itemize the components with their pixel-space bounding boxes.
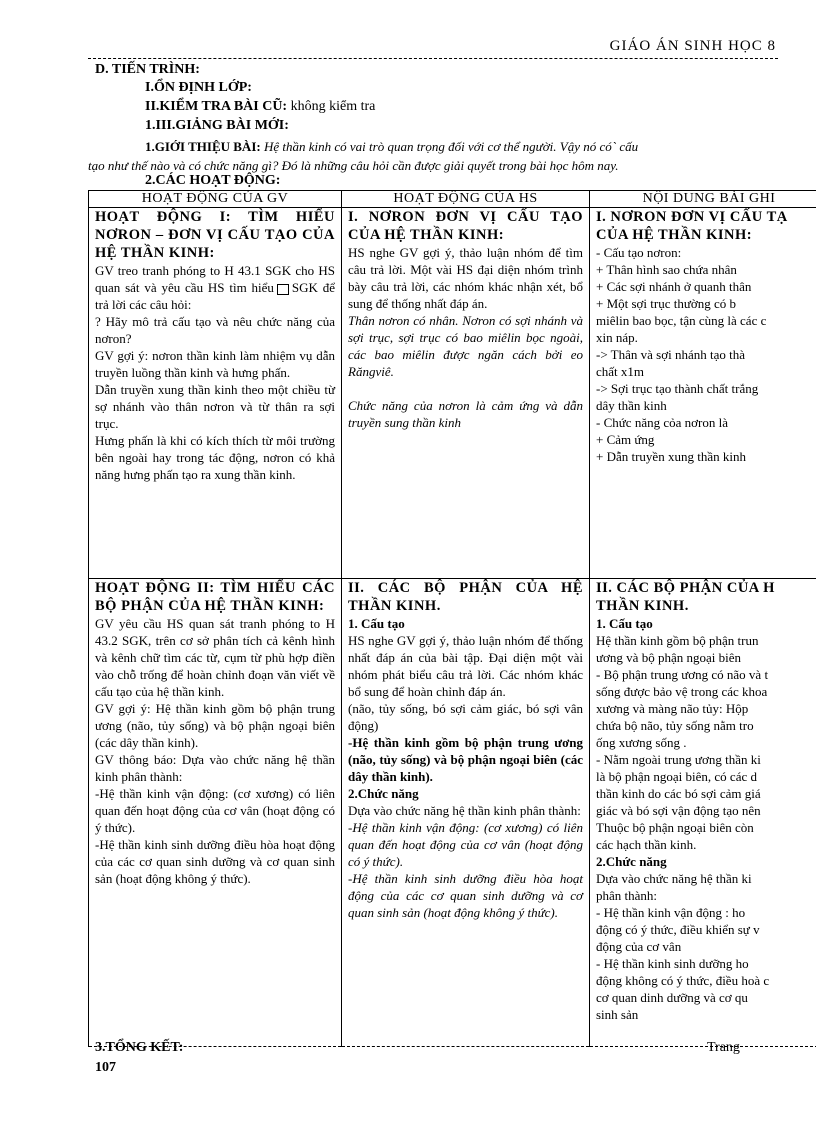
col-header-hs: HOẠT ĐỘNG CỦA HS — [342, 191, 590, 208]
row2-gv-p3: GV thông báo: Dựa vào chức năng hệ thần kinh phân thành: — [95, 752, 335, 784]
content-line: - Nằm ngoài trung ương thần ki — [596, 752, 761, 767]
trang-label: Trang — [707, 1040, 740, 1055]
content-line: xin náp. — [596, 330, 638, 345]
row1-gv-title: HOẠT ĐỘNG I: TÌM HIỂU NƠRON – ĐƠN VỊ CẤU TẠO CỦA HỆ THẦN KINH: — [95, 209, 335, 261]
content-line: dây thần kinh — [596, 398, 667, 413]
row2-nd-sub2: 2.Chức năng — [596, 854, 667, 869]
row2-gv-p4: -Hệ thần kinh vận động: (cơ xương) có liên quan đến hoạt động của cơ vân (hoạt động có ý thức). — [95, 786, 335, 835]
content-line: + Dẫn truyền xung thần kinh — [596, 449, 746, 464]
row1-hs-p1: HS nghe GV gợi ý, thảo luận nhóm để tìm câu trả lời. Một vài HS đại diện nhóm trình bày câu trả lời, các nhóm khác nhận xét, bổ sung để thống nhất đáp án. — [348, 245, 583, 311]
content-line: + Cảm ứng — [596, 432, 655, 447]
col-header-noidung: NỘI DUNG BÀI GHI — [590, 191, 816, 208]
gioi-thieu-text-2: tạo như thế nào và có chức năng gì? Đó là những câu hỏi cần được giải quyết trong bài học hôm nay. — [88, 158, 619, 173]
section-heading: D. TIẾN TRÌNH: — [95, 62, 200, 77]
content-line: + Thân hình sao chứa nhân — [596, 262, 737, 277]
row2-hs-sub2: 2.Chức năng — [348, 786, 419, 801]
row2-nd-cell — [590, 579, 816, 1047]
content-line: xương và màng não tủy: Hộp — [596, 701, 749, 716]
row2-nd-list-b — [596, 870, 816, 1023]
content-line: Dựa vào chức năng hệ thần ki — [596, 871, 752, 886]
row2-hs-sub1: 1. Cấu tạo — [348, 616, 405, 631]
content-line: - Chức năng cỏa nơron là — [596, 415, 728, 430]
header-title: GIÁO ÁN SINH HỌC 8 — [609, 38, 776, 54]
content-line: phân thành: — [596, 888, 658, 903]
step-kiem-tra-label: II.KIỂM TRA BÀI CŨ: — [145, 99, 288, 114]
row1-gv-cell — [89, 208, 342, 579]
content-line: - Bộ phận trung ương có não và t — [596, 667, 769, 682]
row2-hs-cell — [342, 579, 590, 1047]
step-on-dinh-lop: I.ỔN ĐỊNH LỚP: — [145, 80, 252, 95]
content-line: -> Sợi trục tạo thành chất trắng — [596, 381, 759, 396]
content-line: động của cơ vân — [596, 939, 682, 954]
row2-hs-p2: (não, tủy sống, bó sợi cảm giác, bó sợi vân động) — [348, 701, 583, 733]
row1-nd-cell — [590, 208, 816, 579]
book-symbol-icon — [277, 284, 289, 295]
row1-gv-p3: GV gợi ý: nơron thần kinh làm nhiệm vụ dẫn truyền luồng thần kinh và hưng phấn. — [95, 348, 335, 380]
content-line: Hệ thần kinh gồm bộ phận trun — [596, 633, 759, 648]
step-kiem-tra — [145, 99, 375, 115]
content-line: + Một sợi trục thường có b — [596, 296, 737, 311]
row2-hs-p6: -Hệ thần kinh sinh dưỡng điều hòa hoạt động của các cơ quan sinh dưỡng và cơ quan sinh sản (hoạt động không ý thức). — [348, 871, 583, 920]
content-line: -> Thân và sợi nhánh tạo thà — [596, 347, 745, 362]
content-line: là bộ phận ngoại biên, có các d — [596, 769, 757, 784]
lesson-table — [88, 190, 816, 1047]
row2-hs-title: II. CÁC BỘ PHẬN CỦA HỆ THẦN KINH. — [348, 580, 583, 614]
content-line: giác và bó sợi vận động tạo nên — [596, 803, 761, 818]
content-line: - Hệ thần kinh sinh dưỡng ho — [596, 956, 749, 971]
table-header-row — [89, 191, 816, 208]
row1-nd-list — [596, 244, 816, 465]
content-line: sống được bảo vệ trong các khoa — [596, 684, 768, 699]
row2-hs-p4: Dựa vào chức năng hệ thần kinh phân thành: — [348, 803, 581, 818]
content-line: ống xương sống . — [596, 735, 687, 750]
row1-hs-cell — [342, 208, 590, 579]
table-row — [89, 208, 816, 579]
row1-gv-p4: Dẫn truyền xung thần kinh theo một chiều từ sợ nhánh vào thân nơron và từ thân ra sợi trục. — [95, 382, 335, 431]
row2-gv-p1: GV yêu cầu HS quan sát tranh phóng to H 43.2 SGK, trên cơ sở phân tích cả kênh hình và kênh chữ tìm các từ, cụm từ phù hợp điền vào chỗ trống để hoàn chỉnh đoạn văn viết về cấu tạo của hệ thần kinh. — [95, 616, 335, 699]
row2-nd-sub1: 1. Cấu tạo — [596, 616, 653, 631]
header-rule — [88, 58, 778, 59]
table-row — [89, 579, 816, 1047]
gioi-thieu-label: 1.GIỚI THIỆU BÀI: — [145, 139, 261, 154]
page-number: 107 — [95, 1060, 116, 1075]
content-line: + Các sợi nhánh ở quanh thân — [596, 279, 752, 294]
row1-hs-p2: Thân nơron có nhân. Nơron có sợi nhánh và sợi trục, sợi trục có bao miêlin bọc ngoài, các bao miêlin được ngăn cách bởi eo Răngviê. — [348, 313, 583, 379]
row2-hs-p5: -Hệ thần kinh vận động: (cơ xương) có liên quan đến hoạt động của cơ vân (hoạt động có ý thức). — [348, 820, 583, 869]
row2-nd-title-2: THẦN KINH. — [596, 598, 689, 614]
row2-gv-p5: -Hệ thần kinh sinh dưỡng điều hòa hoạt động của các cơ quan sinh dưỡng và cơ quan sinh sản (hoạt động không ý thức). — [95, 837, 335, 886]
row2-hs-p1: HS nghe GV gợi ý, thảo luận nhóm để thống nhất đáp án của bài tập. Đại diện một vài nhóm phát biểu câu trả lời. Các nhóm khác bổ sung để hoàn chỉnh đáp án. — [348, 633, 583, 699]
content-line: Thuộc bộ phận ngoại biên còn — [596, 820, 754, 835]
row2-gv-cell — [89, 579, 342, 1047]
step-giang-bai: 1.III.GIẢNG BÀI MỚI: — [145, 118, 289, 133]
row2-nd-title-1: II. CÁC BỘ PHẬN CỦA H — [596, 580, 775, 596]
content-line: động không có ý thức, điều hoà c — [596, 973, 770, 988]
step-kiem-tra-value: không kiểm tra — [290, 99, 376, 114]
row2-gv-p2: GV gợi ý: Hệ thần kinh gồm bộ phận trung ương (não, tủy sống) và bộ phận ngoại biên (các dây thần kinh). — [95, 701, 335, 750]
row2-hs-p3: -Hệ thần kinh gồm bộ phận trung ương (não, tủy sống) và bộ phận ngoại biên (các dây thần kinh). — [348, 735, 583, 784]
row1-gv-p1 — [95, 262, 335, 313]
content-line: chứa bộ não, tủy sống nằm tro — [596, 718, 754, 733]
row1-gv-p1b: SGK để trả lời các câu hỏi: — [95, 280, 335, 312]
content-line: - Hệ thần kinh vận động : ho — [596, 905, 746, 920]
gioi-thieu-bai — [88, 137, 785, 175]
row1-gv-p1a: GV treo tranh phóng to H 43.1 SGK cho HS quan sát và yêu cầu HS tìm hiểu — [95, 263, 335, 295]
content-line: các hạch thần kinh. — [596, 837, 697, 852]
content-line: ương và bộ phận ngoại biên — [596, 650, 741, 665]
row2-gv-title: HOẠT ĐỘNG II: TÌM HIỂU CÁC BỘ PHẬN CỦA HỆ THẦN KINH: — [95, 580, 335, 614]
col-header-gv: HOẠT ĐỘNG CỦA GV — [89, 191, 342, 208]
hoat-dong-heading: 2.CÁC HOẠT ĐỘNG: — [145, 173, 281, 188]
row2-nd-list-a — [596, 632, 816, 853]
gioi-thieu-text-1: Hệ thần kinh có vai trò quan trọng đối với cơ thể người. Vậy nó có` cấu — [263, 139, 639, 154]
content-line: sinh sản — [596, 1007, 639, 1022]
row1-hs-p3: Chức năng của nơron là cảm ứng và dẫn truyền sung thần kinh — [348, 398, 583, 430]
tong-ket-heading: 3.TỔNG KẾT: — [95, 1040, 184, 1055]
content-line: cơ quan dinh dưỡng và cơ qu — [596, 990, 748, 1005]
content-line: chất x1m — [596, 364, 645, 379]
content-line: thần kinh do các bó sợi cảm giá — [596, 786, 761, 801]
row1-gv-p2: ? Hãy mô trả cấu tạo và nêu chức năng của nơron? — [95, 314, 335, 346]
row1-nd-title-2: CỦA HỆ THẦN KINH: — [596, 227, 753, 243]
row1-nd-title-1: I. NƠRON ĐƠN VỊ CẤU TẠ — [596, 209, 788, 225]
row1-gv-p5: Hưng phấn là khi có kích thích từ môi trường bên ngoài hay trong tác động, nơron có khả năng hưng phấn tạo ra xung thần kinh. — [95, 433, 335, 482]
content-line: miêlin bao bọc, tận cùng là các c — [596, 313, 767, 328]
content-line: động có ý thức, điều khiển sự v — [596, 922, 760, 937]
row1-hs-title: I. NƠRON ĐƠN VỊ CẤU TẠO CỦA HỆ THẦN KINH: — [348, 209, 583, 243]
content-line: - Cấu tạo nơron: — [596, 245, 682, 260]
